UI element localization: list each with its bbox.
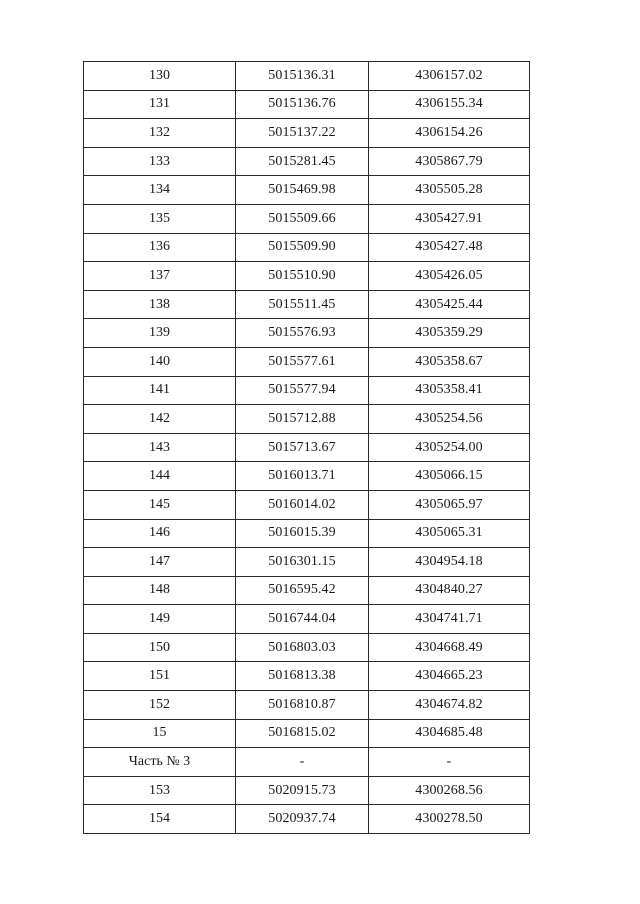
point-number-cell: 138	[84, 290, 236, 319]
y-coordinate-cell: 4305359.29	[369, 319, 530, 348]
x-coordinate-cell: 5015576.93	[236, 319, 369, 348]
y-coordinate-cell: 4300268.56	[369, 776, 530, 805]
y-coordinate-cell: 4304741.71	[369, 605, 530, 634]
y-coordinate-cell: 4305867.79	[369, 147, 530, 176]
x-coordinate-cell: -	[236, 748, 369, 777]
point-number-cell: 152	[84, 691, 236, 720]
table-row	[84, 405, 530, 434]
x-coordinate-cell: 5016015.39	[236, 519, 369, 548]
x-coordinate-cell: 5015712.88	[236, 405, 369, 434]
table-row	[84, 805, 530, 834]
x-coordinate-cell: 5015509.90	[236, 233, 369, 262]
table-row	[84, 548, 530, 577]
x-coordinate-cell: 5015510.90	[236, 262, 369, 291]
table-row	[84, 633, 530, 662]
y-coordinate-cell: 4305505.28	[369, 176, 530, 205]
point-number-cell: 133	[84, 147, 236, 176]
table-row	[84, 290, 530, 319]
y-coordinate-cell: 4305427.48	[369, 233, 530, 262]
y-coordinate-cell: 4304954.18	[369, 548, 530, 577]
y-coordinate-cell: 4305065.97	[369, 490, 530, 519]
x-coordinate-cell: 5016803.03	[236, 633, 369, 662]
x-coordinate-cell: 5016013.71	[236, 462, 369, 491]
y-coordinate-cell: 4305254.00	[369, 433, 530, 462]
y-coordinate-cell: 4304840.27	[369, 576, 530, 605]
table-row	[84, 319, 530, 348]
point-number-cell: 139	[84, 319, 236, 348]
table-row	[84, 605, 530, 634]
y-coordinate-cell: 4306154.26	[369, 119, 530, 148]
y-coordinate-cell: 4305065.31	[369, 519, 530, 548]
table-row	[84, 233, 530, 262]
point-number-cell: 146	[84, 519, 236, 548]
y-coordinate-cell: 4306155.34	[369, 90, 530, 119]
point-number-cell: 154	[84, 805, 236, 834]
x-coordinate-cell: 5016014.02	[236, 490, 369, 519]
y-coordinate-cell: 4305066.15	[369, 462, 530, 491]
point-number-cell: 143	[84, 433, 236, 462]
x-coordinate-cell: 5020937.74	[236, 805, 369, 834]
point-number-cell: 150	[84, 633, 236, 662]
point-number-cell: 137	[84, 262, 236, 291]
table-row	[84, 376, 530, 405]
point-number-cell: 144	[84, 462, 236, 491]
point-number-cell: 151	[84, 662, 236, 691]
point-number-cell: 15	[84, 719, 236, 748]
y-coordinate-cell: 4304674.82	[369, 691, 530, 720]
y-coordinate-cell: 4305254.56	[369, 405, 530, 434]
y-coordinate-cell: 4304685.48	[369, 719, 530, 748]
point-number-cell: 148	[84, 576, 236, 605]
point-number-cell: 130	[84, 62, 236, 91]
y-coordinate-cell: 4304668.49	[369, 633, 530, 662]
point-number-cell: 149	[84, 605, 236, 634]
y-coordinate-cell: 4305426.05	[369, 262, 530, 291]
y-coordinate-cell: 4304665.23	[369, 662, 530, 691]
table-row	[84, 176, 530, 205]
section-heading-row	[84, 748, 530, 777]
y-coordinate-cell: -	[369, 748, 530, 777]
x-coordinate-cell: 5015577.61	[236, 347, 369, 376]
table-row	[84, 119, 530, 148]
point-number-cell: 147	[84, 548, 236, 577]
table-row	[84, 147, 530, 176]
point-number-cell: 132	[84, 119, 236, 148]
table-row	[84, 90, 530, 119]
point-number-cell: 140	[84, 347, 236, 376]
x-coordinate-cell: 5016815.02	[236, 719, 369, 748]
x-coordinate-cell: 5015137.22	[236, 119, 369, 148]
x-coordinate-cell: 5015469.98	[236, 176, 369, 205]
y-coordinate-cell: 4305358.41	[369, 376, 530, 405]
x-coordinate-cell: 5016810.87	[236, 691, 369, 720]
x-coordinate-cell: 5015511.45	[236, 290, 369, 319]
table-row	[84, 576, 530, 605]
point-number-cell: 142	[84, 405, 236, 434]
table-row	[84, 776, 530, 805]
table-row	[84, 62, 530, 91]
point-number-cell: 131	[84, 90, 236, 119]
table-row	[84, 662, 530, 691]
x-coordinate-cell: 5016744.04	[236, 605, 369, 634]
coordinates-table-body	[84, 62, 530, 834]
table-row	[84, 347, 530, 376]
table-row	[84, 462, 530, 491]
x-coordinate-cell: 5016301.15	[236, 548, 369, 577]
coordinates-table	[83, 61, 530, 834]
table-row	[84, 719, 530, 748]
y-coordinate-cell: 4305425.44	[369, 290, 530, 319]
x-coordinate-cell: 5015136.31	[236, 62, 369, 91]
x-coordinate-cell: 5020915.73	[236, 776, 369, 805]
x-coordinate-cell: 5015713.67	[236, 433, 369, 462]
y-coordinate-cell: 4300278.50	[369, 805, 530, 834]
table-row	[84, 204, 530, 233]
x-coordinate-cell: 5016813.38	[236, 662, 369, 691]
y-coordinate-cell: 4305358.67	[369, 347, 530, 376]
x-coordinate-cell: 5016595.42	[236, 576, 369, 605]
x-coordinate-cell: 5015577.94	[236, 376, 369, 405]
table-row	[84, 490, 530, 519]
point-number-cell: 153	[84, 776, 236, 805]
point-number-cell: 136	[84, 233, 236, 262]
point-number-cell: 134	[84, 176, 236, 205]
table-row	[84, 262, 530, 291]
section-label-cell: Часть № 3	[84, 748, 236, 777]
y-coordinate-cell: 4305427.91	[369, 204, 530, 233]
y-coordinate-cell: 4306157.02	[369, 62, 530, 91]
table-row	[84, 433, 530, 462]
x-coordinate-cell: 5015509.66	[236, 204, 369, 233]
table-row	[84, 519, 530, 548]
point-number-cell: 141	[84, 376, 236, 405]
x-coordinate-cell: 5015281.45	[236, 147, 369, 176]
point-number-cell: 135	[84, 204, 236, 233]
x-coordinate-cell: 5015136.76	[236, 90, 369, 119]
point-number-cell: 145	[84, 490, 236, 519]
table-row	[84, 691, 530, 720]
